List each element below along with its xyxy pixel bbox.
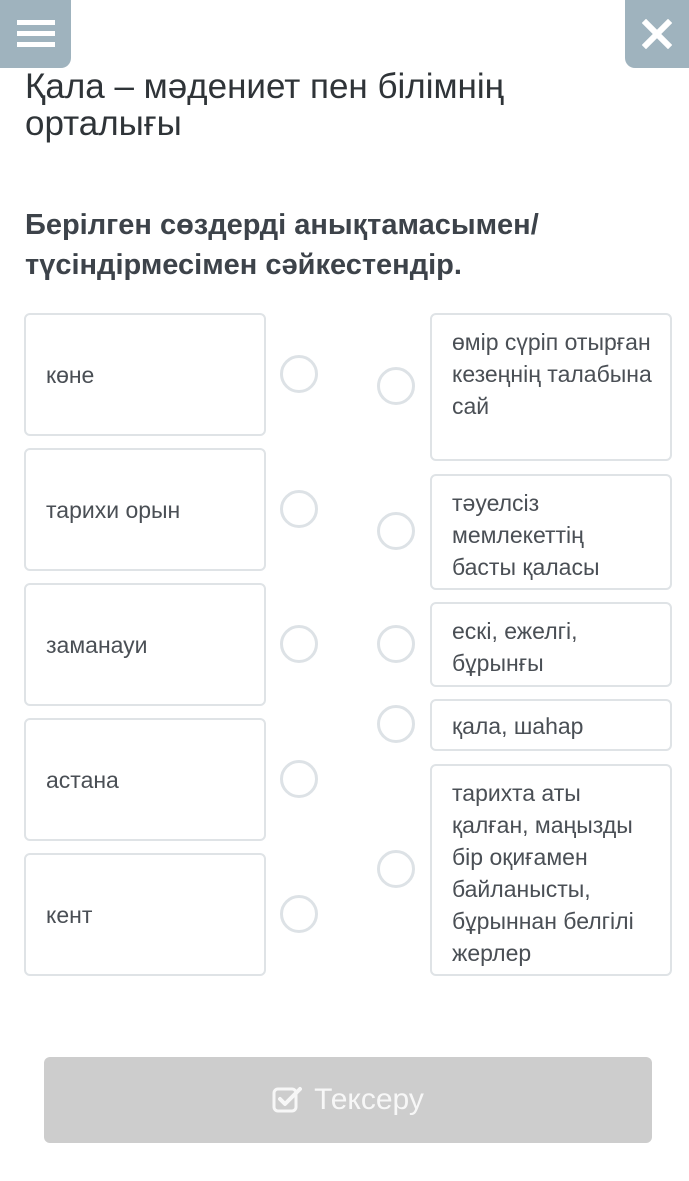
right-item-label: өмір сүріп отырған кезеңнің талабына сай bbox=[452, 329, 652, 419]
left-item-label: астана bbox=[46, 766, 119, 793]
left-item[interactable] bbox=[24, 718, 266, 841]
left-connector-radio[interactable] bbox=[280, 625, 318, 663]
left-connector-radio[interactable] bbox=[280, 895, 318, 933]
right-item[interactable] bbox=[430, 602, 672, 687]
left-connector-radio[interactable] bbox=[280, 490, 318, 528]
hamburger-icon bbox=[17, 18, 55, 50]
left-item[interactable] bbox=[24, 313, 266, 436]
right-item[interactable] bbox=[430, 474, 672, 590]
left-item-label: заманауи bbox=[46, 631, 148, 658]
right-connector-radio[interactable] bbox=[377, 850, 415, 888]
right-item-label: қала, шаһар bbox=[452, 713, 584, 739]
left-connector-radio[interactable] bbox=[280, 760, 318, 798]
menu-button[interactable] bbox=[0, 0, 71, 68]
right-item[interactable] bbox=[430, 313, 672, 461]
right-connector-radio[interactable] bbox=[377, 367, 415, 405]
right-item[interactable] bbox=[430, 764, 672, 976]
check-button[interactable] bbox=[44, 1057, 652, 1143]
right-item-label: ескі, ежелгі, бұрынғы bbox=[452, 618, 578, 676]
check-button-label: Тексеру bbox=[314, 1083, 424, 1116]
left-item-label: кент bbox=[46, 901, 93, 928]
right-connector-radio[interactable] bbox=[377, 705, 415, 743]
left-connector-radio[interactable] bbox=[280, 355, 318, 393]
checkbox-icon bbox=[272, 1085, 302, 1115]
left-item[interactable] bbox=[24, 448, 266, 571]
instruction-text: Берілген сөздерді анықтамасымен/ түсіндірмесімен сәйкестендір. bbox=[25, 209, 539, 281]
close-icon bbox=[642, 19, 672, 49]
left-item[interactable] bbox=[24, 853, 266, 976]
close-button[interactable] bbox=[625, 0, 689, 68]
left-item[interactable] bbox=[24, 583, 266, 706]
right-item-label: тәуелсіз мемлекеттің басты қаласы bbox=[452, 490, 600, 580]
right-item-label: тарихта аты қалған, маңызды бір оқиғамен байланысты, бұрыннан белгілі жерлер bbox=[452, 780, 634, 966]
right-connector-radio[interactable] bbox=[377, 512, 415, 550]
page-title: Қала – мәдениет пен білімнің орталығы bbox=[25, 67, 504, 143]
left-item-label: көне bbox=[46, 361, 95, 388]
right-connector-radio[interactable] bbox=[377, 625, 415, 663]
right-item[interactable] bbox=[430, 699, 672, 751]
left-item-label: тарихи орын bbox=[46, 496, 181, 523]
